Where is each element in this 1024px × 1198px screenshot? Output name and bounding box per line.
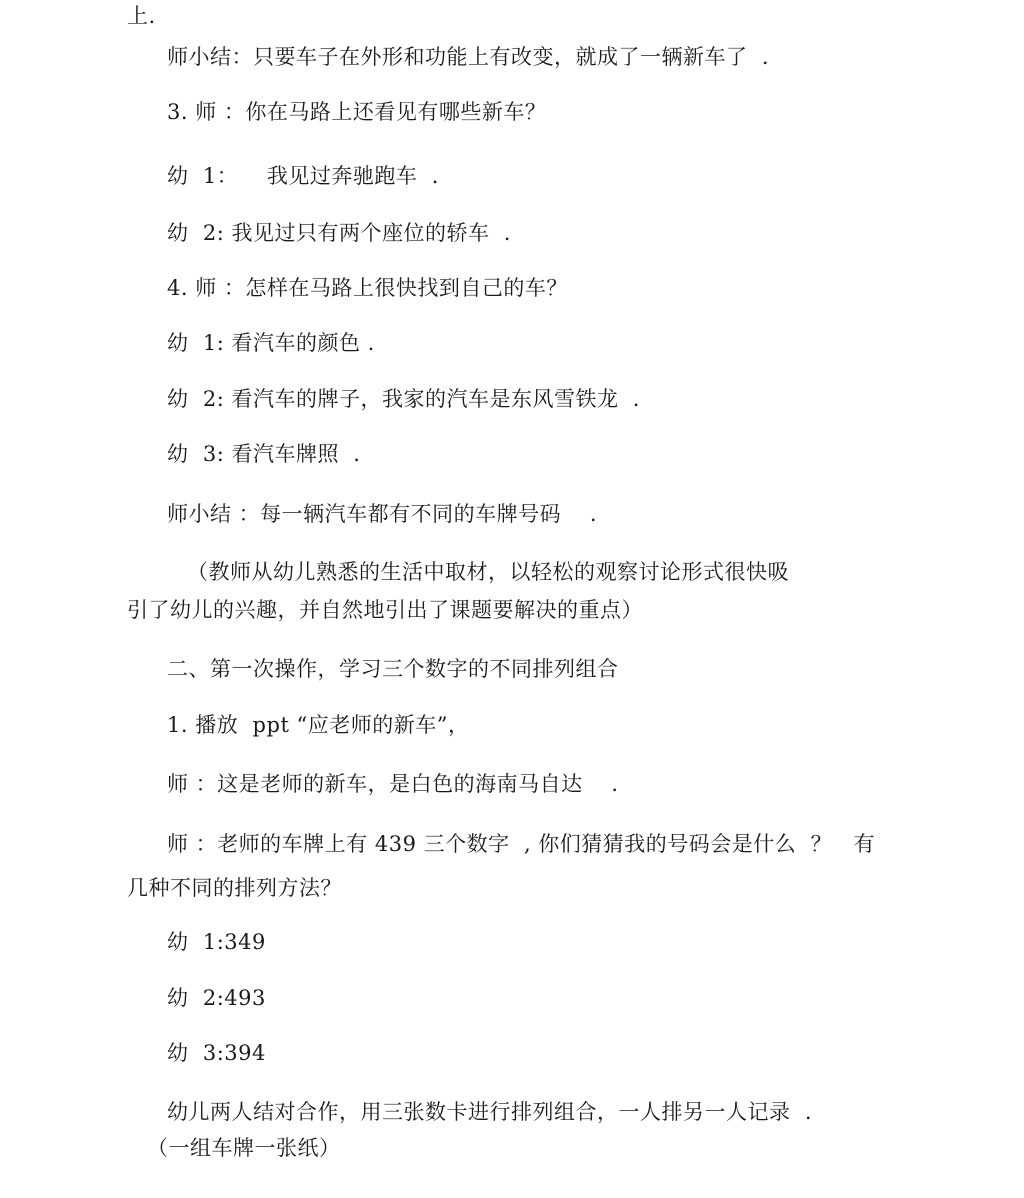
teacher-question-3: 3. 师 ：你在马路上还看见有哪些新车？ [167, 100, 547, 124]
child-answer-brand: 幼 2: 看汽车的牌子，我家的汽车是东风雪铁龙 . [167, 387, 640, 411]
teacher-plate-question-line-1: 师 ：老师的车牌上有 439 三个数字 , 你们猜猜我的号码会是什么 ？ 有 [167, 832, 876, 856]
child-guess-3: 幼 3:394 [167, 1041, 266, 1065]
step-1-play-ppt: 1. 播放 ppt “应老师的新车”， [167, 713, 470, 737]
teacher-summary-1: 师小结：只要车子在外形和功能上有改变，就成了一辆新车了 . [167, 45, 770, 69]
child-answer-colour: 幼 1: 看汽车的颜色 . [167, 331, 375, 355]
paragraph-continuation: 上. [127, 4, 156, 28]
child-guess-2: 幼 2:493 [167, 986, 266, 1010]
pair-activity-note: （一组车牌一张纸） [147, 1136, 341, 1160]
child-answer-plate: 幼 3: 看汽车牌照 . [167, 442, 361, 466]
pair-activity-instruction: 幼儿两人结对合作，用三张数卡进行排列组合，一人排另一人记录 . [167, 1100, 813, 1124]
commentary-line-2: 引了幼儿的兴趣，并自然地引出了课题要解决的重点） [127, 598, 643, 622]
teacher-intro-car: 师 ：这是老师的新车，是白色的海南马自达 . [167, 772, 619, 796]
commentary-line-1: （教师从幼儿熟悉的生活中取材，以轻松的观察讨论形式很快吸 [187, 560, 789, 584]
child-guess-1: 幼 1:349 [167, 930, 266, 954]
teacher-summary-2: 师小结 ：每一辆汽车都有不同的车牌号码 . [167, 502, 598, 526]
teacher-question-4: 4. 师 ：怎样在马路上很快找到自己的车？ [167, 276, 568, 300]
child-answer-1: 幼 1： 我见过奔驰跑车 . [167, 164, 439, 188]
section-heading-2: 二、第一次操作，学习三个数字的不同排列组合 [167, 657, 619, 681]
child-answer-2: 幼 2: 我见过只有两个座位的轿车 . [167, 221, 511, 245]
teacher-plate-question-line-2: 几种不同的排列方法？ [127, 876, 342, 900]
